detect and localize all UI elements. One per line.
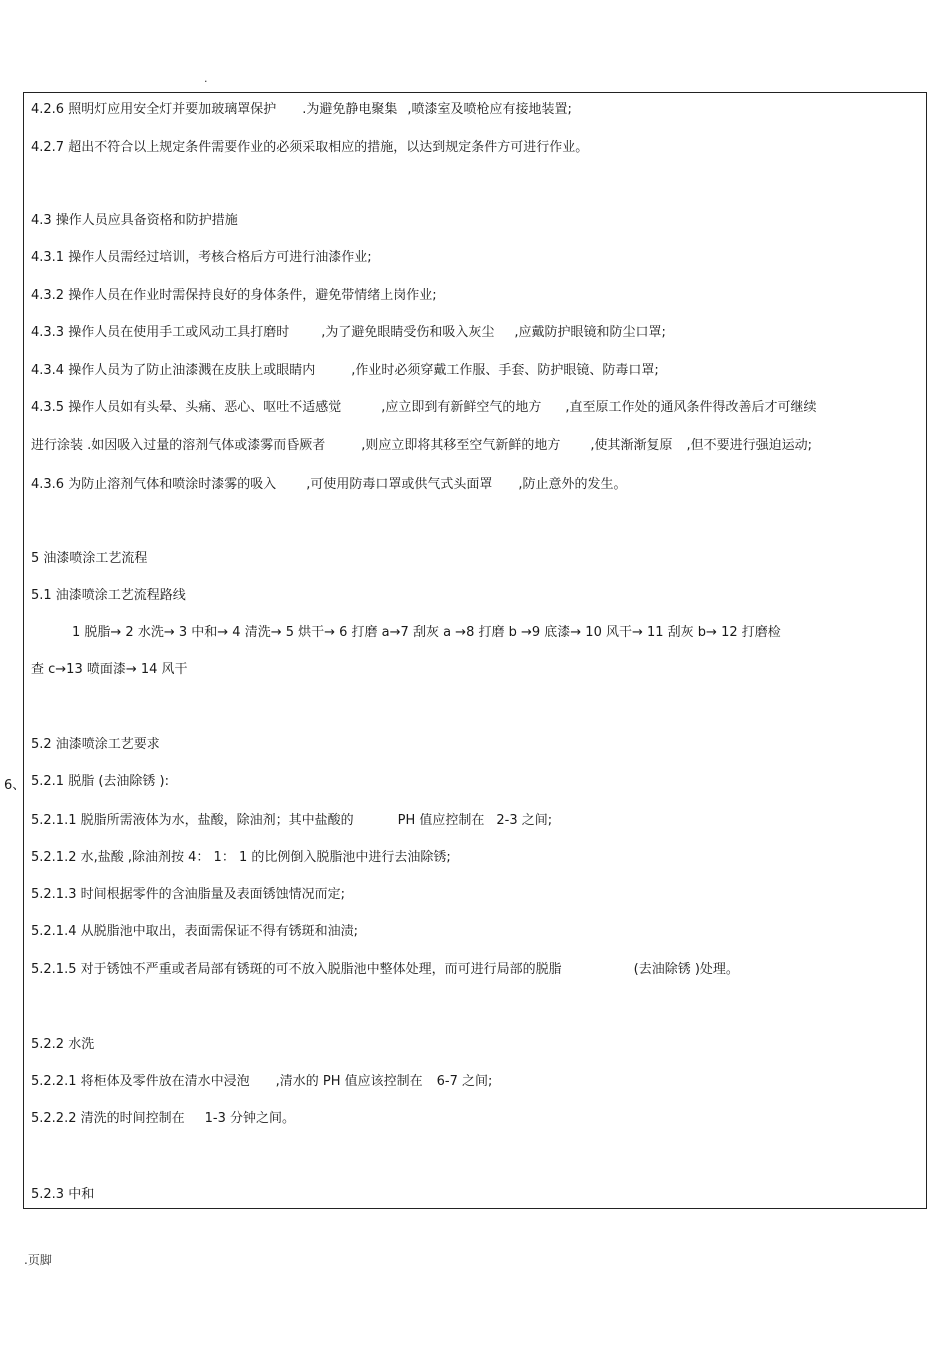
text-segment: 进行涂装 .如因吸入过量的溶剂气体或漆雾而昏厥者 (31, 438, 326, 453)
text-line (31, 476, 627, 494)
text-segment: 4.3.3 操作人员在使用手工或风动工具打磨时 (31, 325, 290, 340)
text-segment: 5.2.1.1 脱脂所需液体为水，盐酸，除油剂；其中盐酸的 (31, 813, 354, 828)
text-line (31, 1073, 492, 1091)
text-line (31, 587, 186, 605)
text-line (31, 287, 437, 305)
text-segment: ,为了避免眼睛受伤和吸入灰尘 (321, 325, 495, 340)
text-line (31, 139, 588, 157)
text-line (31, 324, 666, 342)
text-segment: ,应立即到有新鲜空气的地方 (381, 400, 542, 415)
text-line (31, 961, 739, 979)
text-segment: ,但不要进行强迫运动; (686, 438, 813, 453)
text-segment: 1 脱脂→ 2 水洗→ 3 中和→ 4 清洗→ 5 烘干→ 6 打磨 a→7 刮灰 a →8 打磨 b →9 底漆→ 10 风干→ 11 刮灰 b→ 12 打磨检 (72, 625, 781, 640)
text-line (72, 624, 781, 642)
text-segment: 4.3 操作人员应具备资格和防护措施 (31, 213, 238, 228)
text-segment: 4.3.2 操作人员在作业时需保持良好的身体条件，避免带情绪上岗作业; (31, 288, 437, 303)
text-line (31, 362, 659, 380)
text-segment: ,可使用防毒口罩或供气式头面罩 (306, 477, 493, 492)
text-line (31, 773, 169, 791)
text-segment: ,作业时必须穿戴工作服、手套、防护眼镜、防毒口罩; (351, 363, 659, 378)
margin-list-number: 6、 (4, 778, 26, 793)
text-segment: 5.2.3 中和 (31, 1187, 95, 1202)
text-segment: 5.2.1 脱脂 (去油除锈 ): (31, 774, 169, 789)
text-segment: 5.2 油漆喷涂工艺要求 (31, 737, 160, 752)
text-segment: 5.1 油漆喷涂工艺流程路线 (31, 588, 186, 603)
text-segment: 5.2.2.1 将柜体及零件放在清水中浸泡 (31, 1074, 250, 1089)
text-segment: 4.2.6 照明灯应用安全灯并要加玻璃罩保护 (31, 102, 277, 117)
text-segment: 4.3.6 为防止溶剂气体和喷涂时漆雾的吸入 (31, 477, 277, 492)
text-line (31, 1186, 94, 1204)
text-segment: ,直至原工作处的通风条件得改善后才可继续 (565, 400, 817, 415)
text-segment: 查 c→13 喷面漆→ 14 风干 (31, 662, 188, 677)
text-segment: .为避免静电聚集 (302, 102, 398, 117)
text-segment: 5.2.2 水洗 (31, 1037, 95, 1052)
text-segment: 4.3.1 操作人员需经过培训，考核合格后方可进行油漆作业; (31, 250, 372, 265)
text-segment: 4.2.7 超出不符合以上规定条件需要作业的必须采取相应的措施，以达到规定条件方可进行作业。 (31, 140, 589, 155)
text-segment: 2-3 之间; (496, 813, 553, 828)
text-segment: 5 油漆喷涂工艺流程 (31, 551, 148, 566)
text-line (31, 736, 160, 754)
text-segment: 5.2.2.2 清洗的时间控制在 (31, 1111, 185, 1126)
text-segment: 5.2.1.4 从脱脂池中取出，表面需保证不得有锈斑和油渍; (31, 924, 358, 939)
text-segment: 5.2.1.2 水,盐酸 ,除油剂按 4： 1： 1 的比例倒入脱脂池中进行去油除锈; (31, 850, 451, 865)
text-line (31, 101, 572, 119)
text-segment: PH 值应控制在 (397, 813, 485, 828)
text-line (31, 249, 372, 267)
text-line (31, 923, 358, 941)
text-line (31, 399, 817, 417)
text-segment: 4.3.5 操作人员如有头晕、头痛、恶心、呕吐不适感觉 (31, 400, 342, 415)
text-line (31, 212, 238, 230)
text-segment: 5.2.1.5 对于锈蚀不严重或者局部有锈斑的可不放入脱脂池中整体处理，而可进行局部的脱脂 (31, 962, 562, 977)
text-segment: 6-7 之间; (436, 1074, 493, 1089)
text-segment: (去油除锈 )处理。 (633, 962, 739, 977)
text-line (31, 812, 552, 830)
text-segment: ,则应立即将其移至空气新鲜的地方 (361, 438, 561, 453)
text-line (31, 1110, 295, 1128)
page-footer: .页脚 (24, 1253, 52, 1267)
text-line (31, 849, 451, 867)
text-segment: ,使其渐渐复原 (590, 438, 673, 453)
text-segment: ,清水的 PH 值应该控制在 (275, 1074, 423, 1089)
text-line (31, 437, 812, 455)
text-segment: ,喷漆室及喷枪应有接地装置; (407, 102, 572, 117)
text-line (31, 886, 345, 904)
text-segment: ,应戴防护眼镜和防尘口罩; (514, 325, 666, 340)
text-segment: 5.2.1.3 时间根据零件的含油脂量及表面锈蚀情况而定; (31, 887, 345, 902)
text-line (31, 550, 147, 568)
text-line (31, 1036, 94, 1054)
text-segment: 1-3 分钟之间。 (204, 1111, 295, 1126)
text-segment: 4.3.4 操作人员为了防止油漆溅在皮肤上或眼睛内 (31, 363, 316, 378)
header-mark: . (204, 72, 208, 85)
text-segment: ,防止意外的发生。 (518, 477, 627, 492)
text-line (31, 661, 188, 679)
